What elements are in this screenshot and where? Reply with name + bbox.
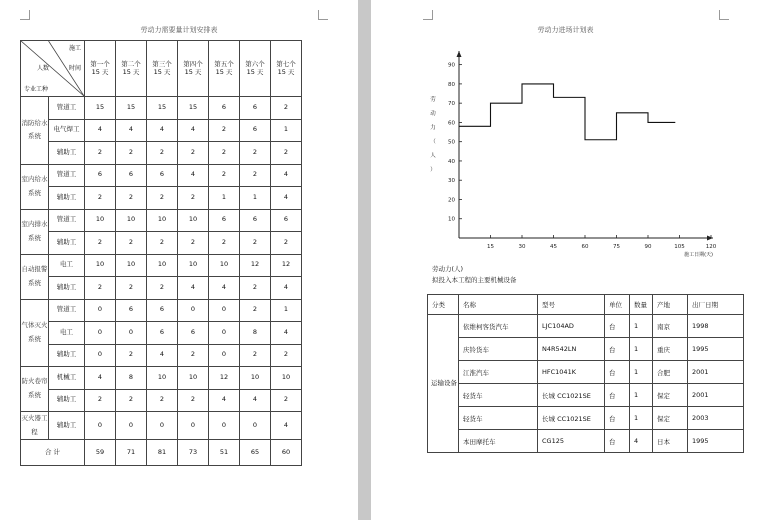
system-group-cell: 自动报警系统 bbox=[21, 254, 49, 299]
equipment-cell: 1 bbox=[630, 361, 653, 384]
value-cell: 6 bbox=[240, 209, 271, 232]
total-value: 81 bbox=[147, 440, 178, 466]
equipment-cell: 1998 bbox=[688, 315, 744, 338]
value-cell: 15 bbox=[147, 97, 178, 120]
table-row bbox=[21, 232, 302, 255]
value-cell: 2 bbox=[147, 187, 178, 210]
equipment-cell: 1995 bbox=[688, 430, 744, 453]
equipment-cell: 庆铃货车 bbox=[459, 338, 538, 361]
equipment-cell: 2001 bbox=[688, 361, 744, 384]
value-cell: 10 bbox=[116, 209, 147, 232]
equipment-row bbox=[428, 430, 744, 453]
value-cell: 8 bbox=[240, 322, 271, 345]
equipment-cell: 1 bbox=[630, 407, 653, 430]
value-cell: 0 bbox=[85, 322, 116, 345]
diag-label-mid: 人数 bbox=[37, 65, 50, 72]
y-tick-label: 60 bbox=[448, 120, 455, 127]
table-row bbox=[21, 187, 302, 210]
equipment-cell: 1 bbox=[630, 315, 653, 338]
equipment-cell: 本田摩托车 bbox=[459, 430, 538, 453]
value-cell: 1 bbox=[209, 187, 240, 210]
table-row bbox=[21, 254, 302, 277]
period-name: 第一个 bbox=[90, 59, 110, 68]
value-cell: 2 bbox=[147, 142, 178, 165]
crop-mark bbox=[20, 10, 30, 20]
equipment-cell: 2001 bbox=[688, 384, 744, 407]
trade-cell: 辅助工 bbox=[49, 389, 85, 412]
period-name: 第六个 bbox=[245, 59, 265, 68]
value-cell: 10 bbox=[209, 254, 240, 277]
equipment-cell: 保定 bbox=[653, 384, 688, 407]
period-days: 15 天 bbox=[184, 67, 202, 76]
period-name: 第七个 bbox=[276, 59, 296, 68]
system-group-cell: 防火卷帘系统 bbox=[21, 367, 49, 412]
equipment-row bbox=[428, 315, 744, 338]
y-axis-label-char: 动 bbox=[430, 111, 436, 117]
value-cell: 2 bbox=[147, 232, 178, 255]
period-name: 第四个 bbox=[183, 59, 203, 68]
period-name: 第三个 bbox=[152, 59, 172, 68]
value-cell: 4 bbox=[240, 389, 271, 412]
value-cell: 2 bbox=[85, 389, 116, 412]
equipment-cell: 台 bbox=[605, 407, 630, 430]
period-header bbox=[240, 41, 271, 97]
trade-cell: 管道工 bbox=[49, 299, 85, 322]
period-days: 15 天 bbox=[215, 67, 233, 76]
equipment-caption: 拟投入本工程的主要机械设备 bbox=[432, 276, 517, 284]
column-header: 型号 bbox=[538, 295, 605, 315]
value-cell: 12 bbox=[271, 254, 302, 277]
equipment-header-row bbox=[428, 295, 744, 315]
y-axis-label-char: 力 bbox=[430, 125, 436, 131]
equipment-cell: 2003 bbox=[688, 407, 744, 430]
value-cell: 4 bbox=[178, 119, 209, 142]
value-cell: 10 bbox=[240, 367, 271, 390]
value-cell: 4 bbox=[271, 164, 302, 187]
trade-cell: 辅助工 bbox=[49, 232, 85, 255]
trade-cell: 管道工 bbox=[49, 164, 85, 187]
value-cell: 2 bbox=[240, 164, 271, 187]
equipment-cell: 依维柯客货汽车 bbox=[459, 315, 538, 338]
x-tick-label: 105 bbox=[674, 244, 685, 250]
trade-cell: 辅助工 bbox=[49, 277, 85, 300]
value-cell: 0 bbox=[85, 299, 116, 322]
diag-label-bottom: 专业工种 bbox=[24, 85, 49, 93]
total-label: 合 计 bbox=[21, 440, 85, 466]
total-value: 60 bbox=[271, 440, 302, 466]
equipment-cell: CG125 bbox=[538, 430, 605, 453]
value-cell: 12 bbox=[240, 254, 271, 277]
header-diagonal-cell bbox=[21, 41, 85, 97]
equipment-cell: 重庆 bbox=[653, 338, 688, 361]
value-cell: 15 bbox=[178, 97, 209, 120]
table-row bbox=[21, 209, 302, 232]
page-left bbox=[0, 0, 358, 520]
value-cell: 2 bbox=[85, 142, 116, 165]
equipment-cell: 南京 bbox=[653, 315, 688, 338]
x-tick-label: 75 bbox=[613, 244, 620, 250]
period-days: 15 天 bbox=[153, 67, 171, 76]
value-cell: 2 bbox=[178, 232, 209, 255]
x-tick-label: 45 bbox=[550, 244, 557, 250]
table-row bbox=[21, 142, 302, 165]
chart-caption: 劳动力(人) bbox=[432, 265, 464, 273]
equipment-cell: 轻货车 bbox=[459, 407, 538, 430]
y-tick-label: 50 bbox=[448, 139, 455, 146]
y-axis-arrow bbox=[457, 51, 462, 57]
table-header-row bbox=[21, 41, 302, 97]
table-row bbox=[21, 344, 302, 367]
value-cell: 2 bbox=[271, 142, 302, 165]
value-cell: 0 bbox=[116, 412, 147, 440]
value-cell: 2 bbox=[147, 277, 178, 300]
equipment-cell: 长城 CC1021SE bbox=[538, 407, 605, 430]
equipment-row bbox=[428, 338, 744, 361]
value-cell: 10 bbox=[271, 367, 302, 390]
value-cell: 0 bbox=[178, 299, 209, 322]
system-group-cell: 气体灭火系统 bbox=[21, 299, 49, 367]
column-header: 名称 bbox=[459, 295, 538, 315]
value-cell: 10 bbox=[178, 367, 209, 390]
page-title: 劳动力需要量计划安排表 bbox=[140, 26, 218, 34]
equipment-cell: 4 bbox=[630, 430, 653, 453]
value-cell: 1 bbox=[271, 299, 302, 322]
trade-cell: 电工 bbox=[49, 254, 85, 277]
total-value: 71 bbox=[116, 440, 147, 466]
period-days: 15 天 bbox=[246, 67, 264, 76]
value-cell: 10 bbox=[85, 209, 116, 232]
labor-schedule-table bbox=[20, 40, 302, 466]
x-tick-label: 120 bbox=[705, 244, 717, 250]
trade-cell: 辅助工 bbox=[49, 142, 85, 165]
value-cell: 15 bbox=[116, 97, 147, 120]
category-cell: 运输设备 bbox=[428, 315, 459, 453]
series-line bbox=[459, 84, 675, 140]
value-cell: 2 bbox=[240, 299, 271, 322]
total-value: 51 bbox=[209, 440, 240, 466]
period-days: 15 天 bbox=[277, 67, 295, 76]
value-cell: 2 bbox=[85, 187, 116, 210]
equipment-cell: 台 bbox=[605, 384, 630, 407]
equipment-cell: 台 bbox=[605, 338, 630, 361]
value-cell: 4 bbox=[271, 187, 302, 210]
value-cell: 4 bbox=[85, 367, 116, 390]
value-cell: 4 bbox=[147, 119, 178, 142]
trade-cell: 辅助工 bbox=[49, 344, 85, 367]
value-cell: 4 bbox=[178, 164, 209, 187]
column-header: 出厂日期 bbox=[688, 295, 744, 315]
y-axis-label-char: 人 bbox=[430, 153, 436, 159]
value-cell: 0 bbox=[85, 412, 116, 440]
value-cell: 2 bbox=[209, 142, 240, 165]
column-header: 单位 bbox=[605, 295, 630, 315]
value-cell: 2 bbox=[85, 232, 116, 255]
y-tick-label: 30 bbox=[448, 178, 455, 185]
value-cell: 6 bbox=[240, 97, 271, 120]
equipment-row bbox=[428, 407, 744, 430]
diag-label-top: 施工 bbox=[68, 45, 81, 52]
equipment-cell: 江淮汽车 bbox=[459, 361, 538, 384]
table-row bbox=[21, 367, 302, 390]
table-row bbox=[21, 412, 302, 440]
value-cell: 6 bbox=[178, 322, 209, 345]
equipment-table bbox=[427, 294, 744, 453]
value-cell: 2 bbox=[178, 142, 209, 165]
system-group-cell: 消防给水系统 bbox=[21, 97, 49, 165]
y-tick-label: 80 bbox=[448, 81, 455, 88]
y-tick-label: 70 bbox=[448, 101, 455, 108]
x-tick-label: 60 bbox=[581, 244, 589, 250]
value-cell: 2 bbox=[178, 389, 209, 412]
value-cell: 2 bbox=[116, 344, 147, 367]
y-axis-label-char: （ bbox=[430, 139, 436, 145]
period-header bbox=[209, 41, 240, 97]
crop-mark bbox=[719, 10, 729, 20]
value-cell: 10 bbox=[147, 209, 178, 232]
y-tick-label: 10 bbox=[448, 216, 455, 223]
value-cell: 4 bbox=[209, 277, 240, 300]
page-gap bbox=[358, 0, 371, 520]
equipment-cell: 轻货车 bbox=[459, 384, 538, 407]
period-name: 第五个 bbox=[214, 59, 234, 68]
total-row bbox=[21, 440, 302, 466]
value-cell: 0 bbox=[147, 412, 178, 440]
value-cell: 0 bbox=[116, 322, 147, 345]
page-title: 劳动力进场计划表 bbox=[537, 26, 594, 34]
trade-cell: 辅助工 bbox=[49, 187, 85, 210]
equipment-cell: 1995 bbox=[688, 338, 744, 361]
value-cell: 6 bbox=[116, 299, 147, 322]
value-cell: 15 bbox=[85, 97, 116, 120]
value-cell: 6 bbox=[147, 322, 178, 345]
value-cell: 10 bbox=[178, 254, 209, 277]
x-tick-label: 90 bbox=[644, 244, 652, 250]
period-header bbox=[85, 41, 116, 97]
equipment-cell: 台 bbox=[605, 315, 630, 338]
value-cell: 6 bbox=[209, 209, 240, 232]
y-tick-label: 20 bbox=[448, 197, 455, 204]
value-cell: 6 bbox=[209, 97, 240, 120]
value-cell: 12 bbox=[209, 367, 240, 390]
total-value: 65 bbox=[240, 440, 271, 466]
value-cell: 10 bbox=[116, 254, 147, 277]
equipment-cell: HFC1041K bbox=[538, 361, 605, 384]
x-axis-arrow bbox=[707, 236, 713, 241]
value-cell: 2 bbox=[116, 232, 147, 255]
y-tick-label: 40 bbox=[448, 158, 455, 165]
value-cell: 2 bbox=[178, 344, 209, 367]
equipment-row bbox=[428, 384, 744, 407]
crop-mark bbox=[423, 10, 433, 20]
equipment-cell: LJC104AD bbox=[538, 315, 605, 338]
table-row bbox=[21, 97, 302, 120]
value-cell: 0 bbox=[85, 344, 116, 367]
value-cell: 0 bbox=[178, 412, 209, 440]
value-cell: 2 bbox=[116, 142, 147, 165]
period-header bbox=[271, 41, 302, 97]
total-value: 73 bbox=[178, 440, 209, 466]
value-cell: 2 bbox=[209, 232, 240, 255]
value-cell: 4 bbox=[271, 412, 302, 440]
value-cell: 0 bbox=[240, 412, 271, 440]
equipment-cell: 台 bbox=[605, 430, 630, 453]
table-row bbox=[21, 119, 302, 142]
y-axis-label-char: ） bbox=[430, 167, 436, 173]
value-cell: 2 bbox=[209, 164, 240, 187]
value-cell: 2 bbox=[240, 142, 271, 165]
value-cell: 2 bbox=[209, 119, 240, 142]
value-cell: 6 bbox=[147, 299, 178, 322]
value-cell: 4 bbox=[209, 389, 240, 412]
total-value: 59 bbox=[85, 440, 116, 466]
value-cell: 1 bbox=[240, 187, 271, 210]
trade-cell: 管道工 bbox=[49, 97, 85, 120]
value-cell: 0 bbox=[209, 299, 240, 322]
column-header: 产地 bbox=[653, 295, 688, 315]
value-cell: 4 bbox=[85, 119, 116, 142]
value-cell: 2 bbox=[240, 232, 271, 255]
equipment-cell: 长城 CC1021SE bbox=[538, 384, 605, 407]
value-cell: 0 bbox=[209, 344, 240, 367]
value-cell: 4 bbox=[147, 344, 178, 367]
value-cell: 4 bbox=[271, 322, 302, 345]
trade-cell: 电工 bbox=[49, 322, 85, 345]
system-group-cell: 室内排水系统 bbox=[21, 209, 49, 254]
equipment-cell: 台 bbox=[605, 361, 630, 384]
value-cell: 2 bbox=[271, 97, 302, 120]
value-cell: 2 bbox=[271, 389, 302, 412]
value-cell: 0 bbox=[209, 412, 240, 440]
value-cell: 2 bbox=[271, 344, 302, 367]
value-cell: 10 bbox=[178, 209, 209, 232]
trade-cell: 电气焊工 bbox=[49, 119, 85, 142]
equipment-cell: 1 bbox=[630, 338, 653, 361]
period-days: 15 天 bbox=[122, 67, 140, 76]
labor-entry-chart bbox=[420, 44, 720, 264]
value-cell: 2 bbox=[116, 277, 147, 300]
value-cell: 10 bbox=[85, 254, 116, 277]
value-cell: 6 bbox=[271, 209, 302, 232]
diag-label-right: 时间 bbox=[68, 65, 81, 72]
value-cell: 2 bbox=[178, 187, 209, 210]
value-cell: 4 bbox=[178, 277, 209, 300]
equipment-cell: 合肥 bbox=[653, 361, 688, 384]
trade-cell: 辅助工 bbox=[49, 412, 85, 440]
period-header bbox=[116, 41, 147, 97]
x-axis-label: 施工日期(天) bbox=[684, 252, 713, 258]
value-cell: 0 bbox=[209, 322, 240, 345]
y-tick-label: 90 bbox=[448, 62, 455, 69]
x-tick-label: 30 bbox=[518, 244, 526, 250]
y-axis-label-char: 劳 bbox=[430, 97, 436, 103]
value-cell: 2 bbox=[116, 389, 147, 412]
equipment-cell: N4R542LN bbox=[538, 338, 605, 361]
equipment-cell: 保定 bbox=[653, 407, 688, 430]
value-cell: 2 bbox=[85, 277, 116, 300]
system-group-cell: 室内给水系统 bbox=[21, 164, 49, 209]
period-header bbox=[147, 41, 178, 97]
x-tick-label: 15 bbox=[487, 244, 494, 250]
period-header bbox=[178, 41, 209, 97]
system-group-cell: 灭火器工程 bbox=[21, 412, 49, 440]
table-row bbox=[21, 164, 302, 187]
value-cell: 6 bbox=[240, 119, 271, 142]
crop-mark bbox=[318, 10, 328, 20]
value-cell: 10 bbox=[147, 367, 178, 390]
table-row bbox=[21, 322, 302, 345]
period-name: 第二个 bbox=[121, 59, 141, 68]
value-cell: 2 bbox=[240, 344, 271, 367]
period-days: 15 天 bbox=[91, 67, 109, 76]
value-cell: 1 bbox=[271, 119, 302, 142]
column-header: 数量 bbox=[630, 295, 653, 315]
value-cell: 10 bbox=[147, 254, 178, 277]
value-cell: 6 bbox=[116, 164, 147, 187]
table-row bbox=[21, 299, 302, 322]
value-cell: 2 bbox=[240, 277, 271, 300]
value-cell: 2 bbox=[271, 232, 302, 255]
value-cell: 2 bbox=[147, 389, 178, 412]
value-cell: 6 bbox=[147, 164, 178, 187]
table-row bbox=[21, 389, 302, 412]
trade-cell: 机械工 bbox=[49, 367, 85, 390]
equipment-row bbox=[428, 361, 744, 384]
value-cell: 4 bbox=[271, 277, 302, 300]
trade-cell: 管道工 bbox=[49, 209, 85, 232]
column-header: 分类 bbox=[428, 295, 459, 315]
equipment-cell: 1 bbox=[630, 384, 653, 407]
value-cell: 4 bbox=[116, 119, 147, 142]
equipment-cell: 日本 bbox=[653, 430, 688, 453]
value-cell: 2 bbox=[116, 187, 147, 210]
value-cell: 6 bbox=[85, 164, 116, 187]
value-cell: 8 bbox=[116, 367, 147, 390]
table-row bbox=[21, 277, 302, 300]
